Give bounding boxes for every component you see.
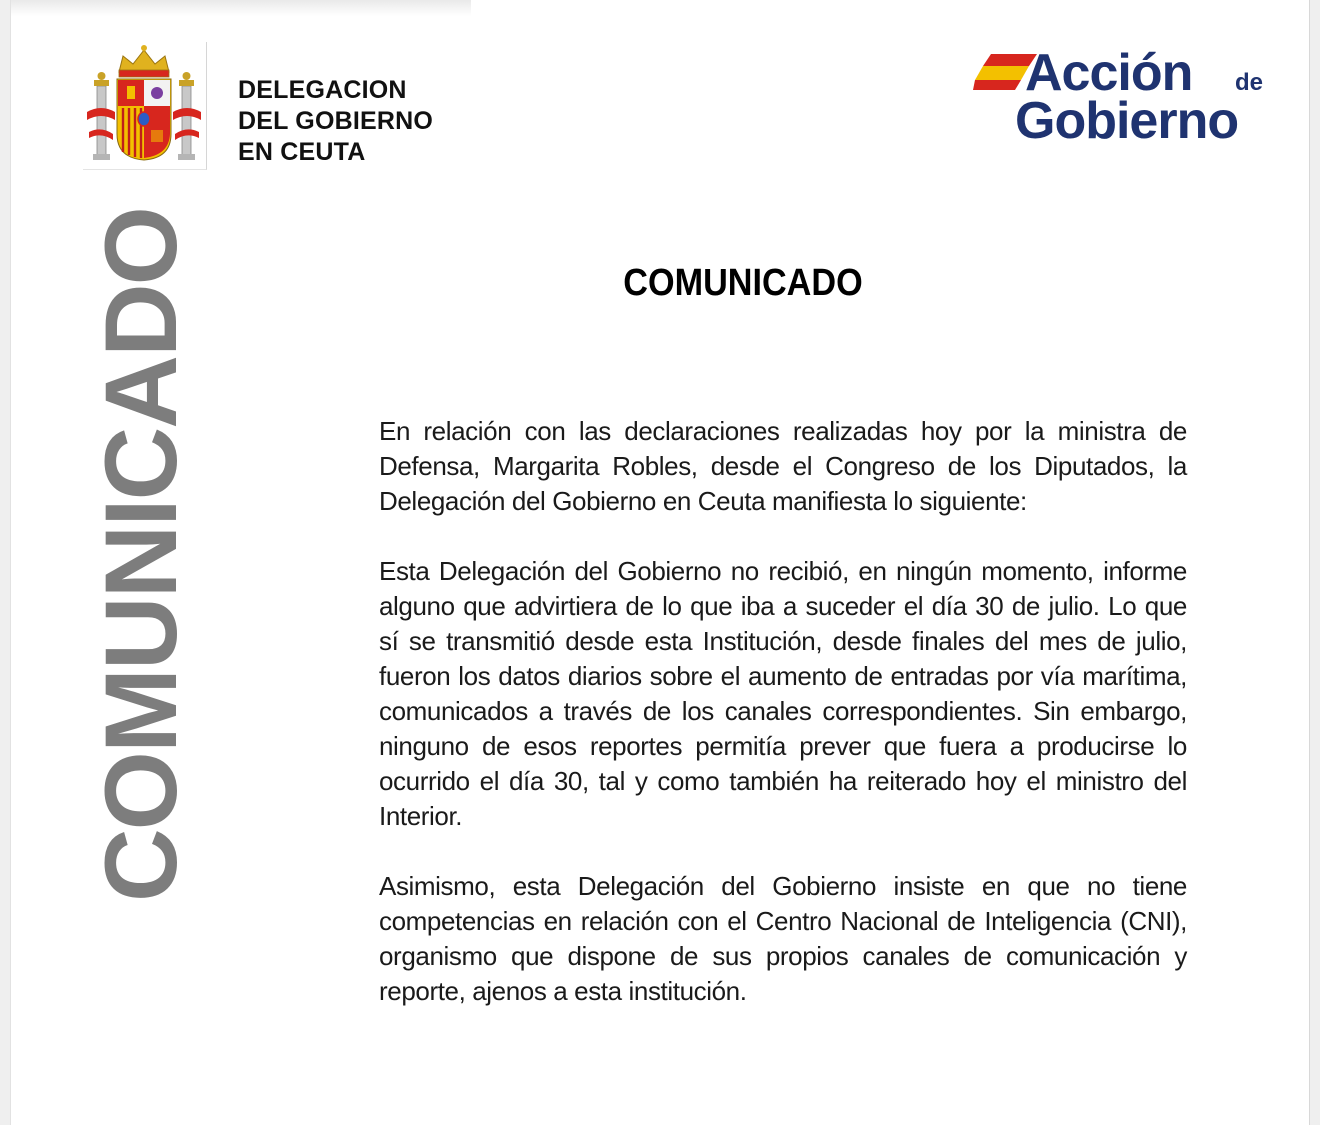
brand-word-accion: Acción <box>1025 44 1193 102</box>
coat-of-arms-icon <box>83 42 207 170</box>
delegation-name-line: EN CEUTA <box>238 138 366 166</box>
body-paragraph: En relación con las declaraciones realizadas hoy por la ministra de Defensa, Margarita Robles, desde el Congreso de los Diputados, la Delegación del Gobierno en Ceuta manifiesta lo siguiente: <box>379 416 1187 516</box>
side-watermark-label <box>84 208 198 998</box>
page-edge-shadow <box>11 0 471 16</box>
delegation-name <box>238 75 433 168</box>
accion-de-gobierno-logo <box>973 42 1273 150</box>
body-paragraph: Esta Delegación del Gobierno no recibió, en ningún momento, informe alguno que advirtiera de lo que iba a suceder el día 30 de julio. Lo que sí se transmitió desde esta Institución, desde finales del mes de julio, fueron los datos diarios sobre el aumento de entradas por vía marítima, comunicados a través de los canales correspondientes. Sin embargo, ninguno de esos reportes permitía prever que fuera a producirse lo ocurrido el día 30, tal y como también ha reiterado hoy el ministro del Interior. <box>379 556 1187 831</box>
delegation-name-line: DELEGACION <box>238 76 407 104</box>
document-body <box>379 414 1187 1009</box>
brand-word-gobierno: Gobierno <box>1015 92 1239 150</box>
delegation-name-line: DEL GOBIERNO <box>238 107 434 135</box>
body-paragraph: Asimismo, esta Delegación del Gobierno insiste en que no tiene competencias en relación con el Centro Nacional de Inteligencia (CNI), organismo que dispone de sus propios canales de comunicación y reporte, ajenos a esta institución. <box>379 871 1187 1006</box>
brand-word-de: de <box>1235 69 1264 96</box>
document-page <box>10 0 1310 1125</box>
side-watermark-text: COMUNICADO <box>84 208 198 902</box>
document-title: COMUNICADO <box>623 262 863 304</box>
